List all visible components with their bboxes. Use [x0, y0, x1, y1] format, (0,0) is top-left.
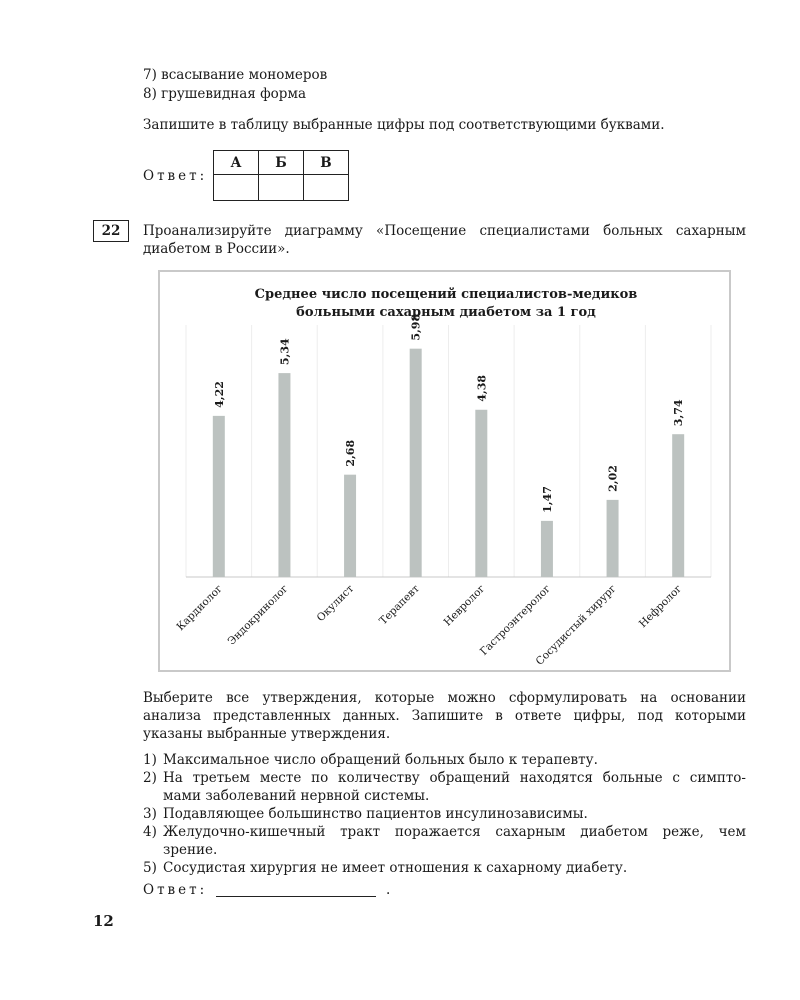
chart-title-line: больными сахарным диабетом за 1 год [296, 305, 596, 320]
option-text: Максимальное число обращений больных было к терапевту. [163, 752, 598, 768]
bar-3 [344, 475, 356, 577]
page-number: 12 [93, 912, 114, 930]
question-line-3: указаны выбранные утверждения. [143, 726, 391, 742]
bar-7 [607, 500, 619, 577]
list-item-8: 8) грушевидная форма [143, 86, 306, 102]
option-number: 4) [143, 824, 157, 840]
bar-6 [541, 521, 553, 577]
bar-5 [475, 410, 487, 577]
option-text-cont: зрение. [163, 842, 218, 858]
answer-cell-a[interactable] [214, 175, 259, 201]
category-label: Эндокринолог [225, 582, 291, 648]
answer-input-line[interactable] [216, 884, 376, 897]
answer-cell-v[interactable] [304, 175, 349, 201]
data-label: 4,38 [475, 374, 489, 402]
bar-8 [672, 434, 684, 577]
option-number: 1) [143, 752, 157, 768]
bar-1 [213, 416, 225, 577]
data-label: 1,47 [540, 486, 554, 513]
answer-label: Ответ: [143, 168, 208, 184]
bar-2 [278, 373, 290, 577]
option-number: 3) [143, 806, 157, 822]
chart-title-line: Среднее число посещений специалистов-медиков [254, 287, 638, 302]
category-label: Гастроэнтеролог [477, 582, 554, 658]
option-number: 5) [143, 860, 157, 876]
data-label: 4,22 [212, 381, 226, 408]
answer-label-2: Ответ: [143, 882, 208, 898]
data-label: 2,02 [606, 465, 620, 492]
question-line-2: анализа представленных данных. Запишите в ответе цифры, под которыми [143, 708, 746, 724]
task-number-box: 22 [93, 220, 129, 242]
category-label: Окулист [314, 582, 357, 625]
answer-end-period: . [386, 882, 391, 898]
list-item-7: 7) всасывание мономеров [143, 67, 328, 83]
answer-table-header-b: Б [259, 151, 304, 175]
option-text: Сосудистая хирургия не имеет отношения к сахарному диабету. [163, 860, 628, 876]
option-text: Подавляющее большинство пациентов инсулинозависимы. [163, 806, 588, 822]
data-label: 2,68 [344, 439, 358, 467]
bar-4 [410, 349, 422, 577]
data-label: 5,98 [409, 313, 423, 341]
data-label: 3,74 [672, 399, 686, 427]
task-prompt-line-2: диабетом в России». [143, 241, 290, 257]
task-prompt-line-1: Проанализируйте диаграмму «Посещение специалистами больных сахарным [143, 223, 746, 239]
category-label: Кардиолог [174, 582, 225, 634]
bar-chart [160, 272, 733, 674]
option-text-cont: мами заболеваний нервной системы. [163, 788, 430, 804]
option-number: 2) [143, 770, 157, 786]
data-label: 5,34 [278, 338, 292, 366]
answer-table-header-v: В [304, 151, 349, 175]
answer-cell-b[interactable] [259, 175, 304, 201]
category-label: Нефролог [636, 582, 685, 631]
category-label: Сосудистый хирург [533, 582, 619, 668]
question-line-1: Выберите все утверждения, которые можно сформулировать на основании [143, 690, 746, 706]
category-label: Терапевт [377, 582, 422, 628]
category-label: Невролог [441, 582, 488, 629]
chart-frame [158, 270, 731, 672]
answer-table-header-a: А [214, 151, 259, 175]
option-text: Желудочно-кишечный тракт поражается сахарным диабетом реже, чем [163, 824, 746, 840]
option-text: На третьем месте по количеству обращений находятся больные с симпто- [163, 770, 746, 786]
table-instruction: Запишите в таблицу выбранные цифры под соответствующими буквами. [143, 117, 665, 133]
answer-table [213, 150, 349, 201]
